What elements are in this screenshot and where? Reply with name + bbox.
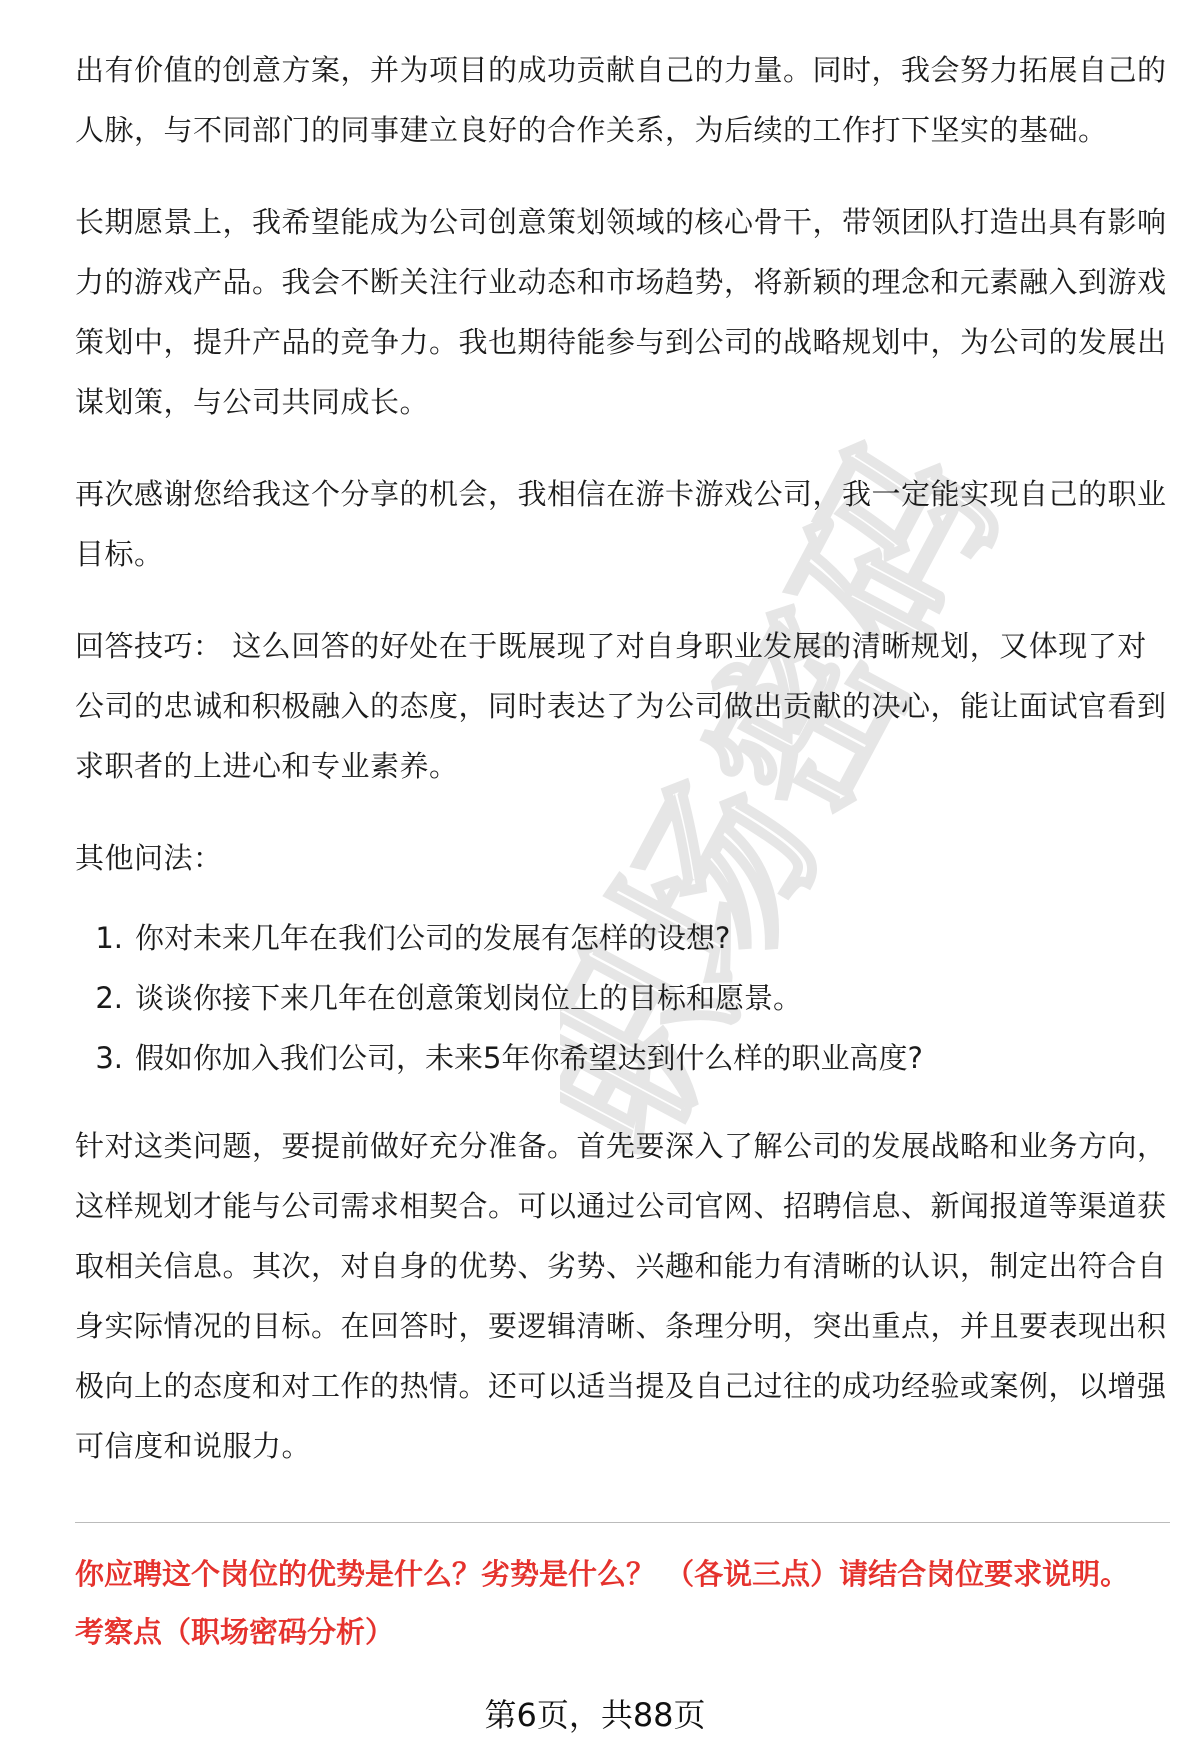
list-text: 谈谈你接下来几年在创意策划岗位上的目标和愿景。 — [135, 981, 803, 1015]
next-question — [75, 1545, 1175, 1661]
section-divider — [75, 1522, 1170, 1523]
paragraph: 长期愿景上，我希望能成为公司创意策划领域的核心骨干，带领团队打造出具有影响力的游戏产品。我会不断关注行业动态和市场趋势，将新颖的理念和元素融入到游戏策划中，提升产品的竞争力。我也期待能参与到公司的战略规划中，为公司的发展出谋划策，与公司共同成长。 — [75, 205, 1167, 419]
list-number: 1. — [95, 921, 123, 955]
list-number: 3. — [95, 1041, 123, 1075]
list-item — [75, 908, 1170, 968]
list-item — [75, 968, 1170, 1028]
list-text: 假如你加入我们公司，未来5年你希望达到什么样的职业高度? — [135, 1041, 923, 1075]
answer-tip: 回答技巧： 这么回答的好处在于既展现了对自身职业发展的清晰规划，又体现了对公司的忠诚和积极融入的态度，同时表达了为公司做出贡献的决心，能让面试官看到求职者的上进心和专业素养。 — [75, 629, 1167, 783]
paragraph: 出有价值的创意方案，并为项目的成功贡献自己的力量。同时，我会努力拓展自己的人脉，与不同部门的同事建立良好的合作关系，为后续的工作打下坚实的基础。 — [75, 53, 1167, 147]
paragraph: 再次感谢您给我这个分享的机会，我相信在游卡游戏公司，我一定能实现自己的职业目标。 — [75, 477, 1167, 571]
document-body — [75, 40, 1170, 1476]
watermark-text: 职场密码 — [560, 420, 1039, 1187]
paragraph: 针对这类问题，要提前做好充分准备。首先要深入了解公司的发展战略和业务方向，这样规划才能与公司需求相契合。可以通过公司官网、招聘信息、新闻报道等渠道获取相关信息。其次，对自身的优势、劣势、兴趣和能力有清晰的认识，制定出符合自身实际情况的目标。在回答时，要逻辑清晰、条理分明，突出重点，并且要表现出积极向上的态度和对工作的热情。还可以适当提及自己过往的成功经验或案例，以增强可信度和说服力。 — [75, 1129, 1167, 1463]
list-text: 你对未来几年在我们公司的发展有怎样的设想? — [135, 921, 731, 955]
other-questions-heading: 其他问法： — [75, 841, 223, 875]
list-item — [75, 1028, 1170, 1088]
alternate-questions-list — [75, 908, 1170, 1088]
question-title: 你应聘这个岗位的优势是什么？劣势是什么？ （各说三点）请结合岗位要求说明。 — [75, 1557, 1130, 1591]
page-number-footer: 第6页，共88页 — [484, 1696, 706, 1734]
question-subtitle: 考察点（职场密码分析） — [75, 1615, 395, 1649]
list-number: 2. — [95, 981, 123, 1015]
